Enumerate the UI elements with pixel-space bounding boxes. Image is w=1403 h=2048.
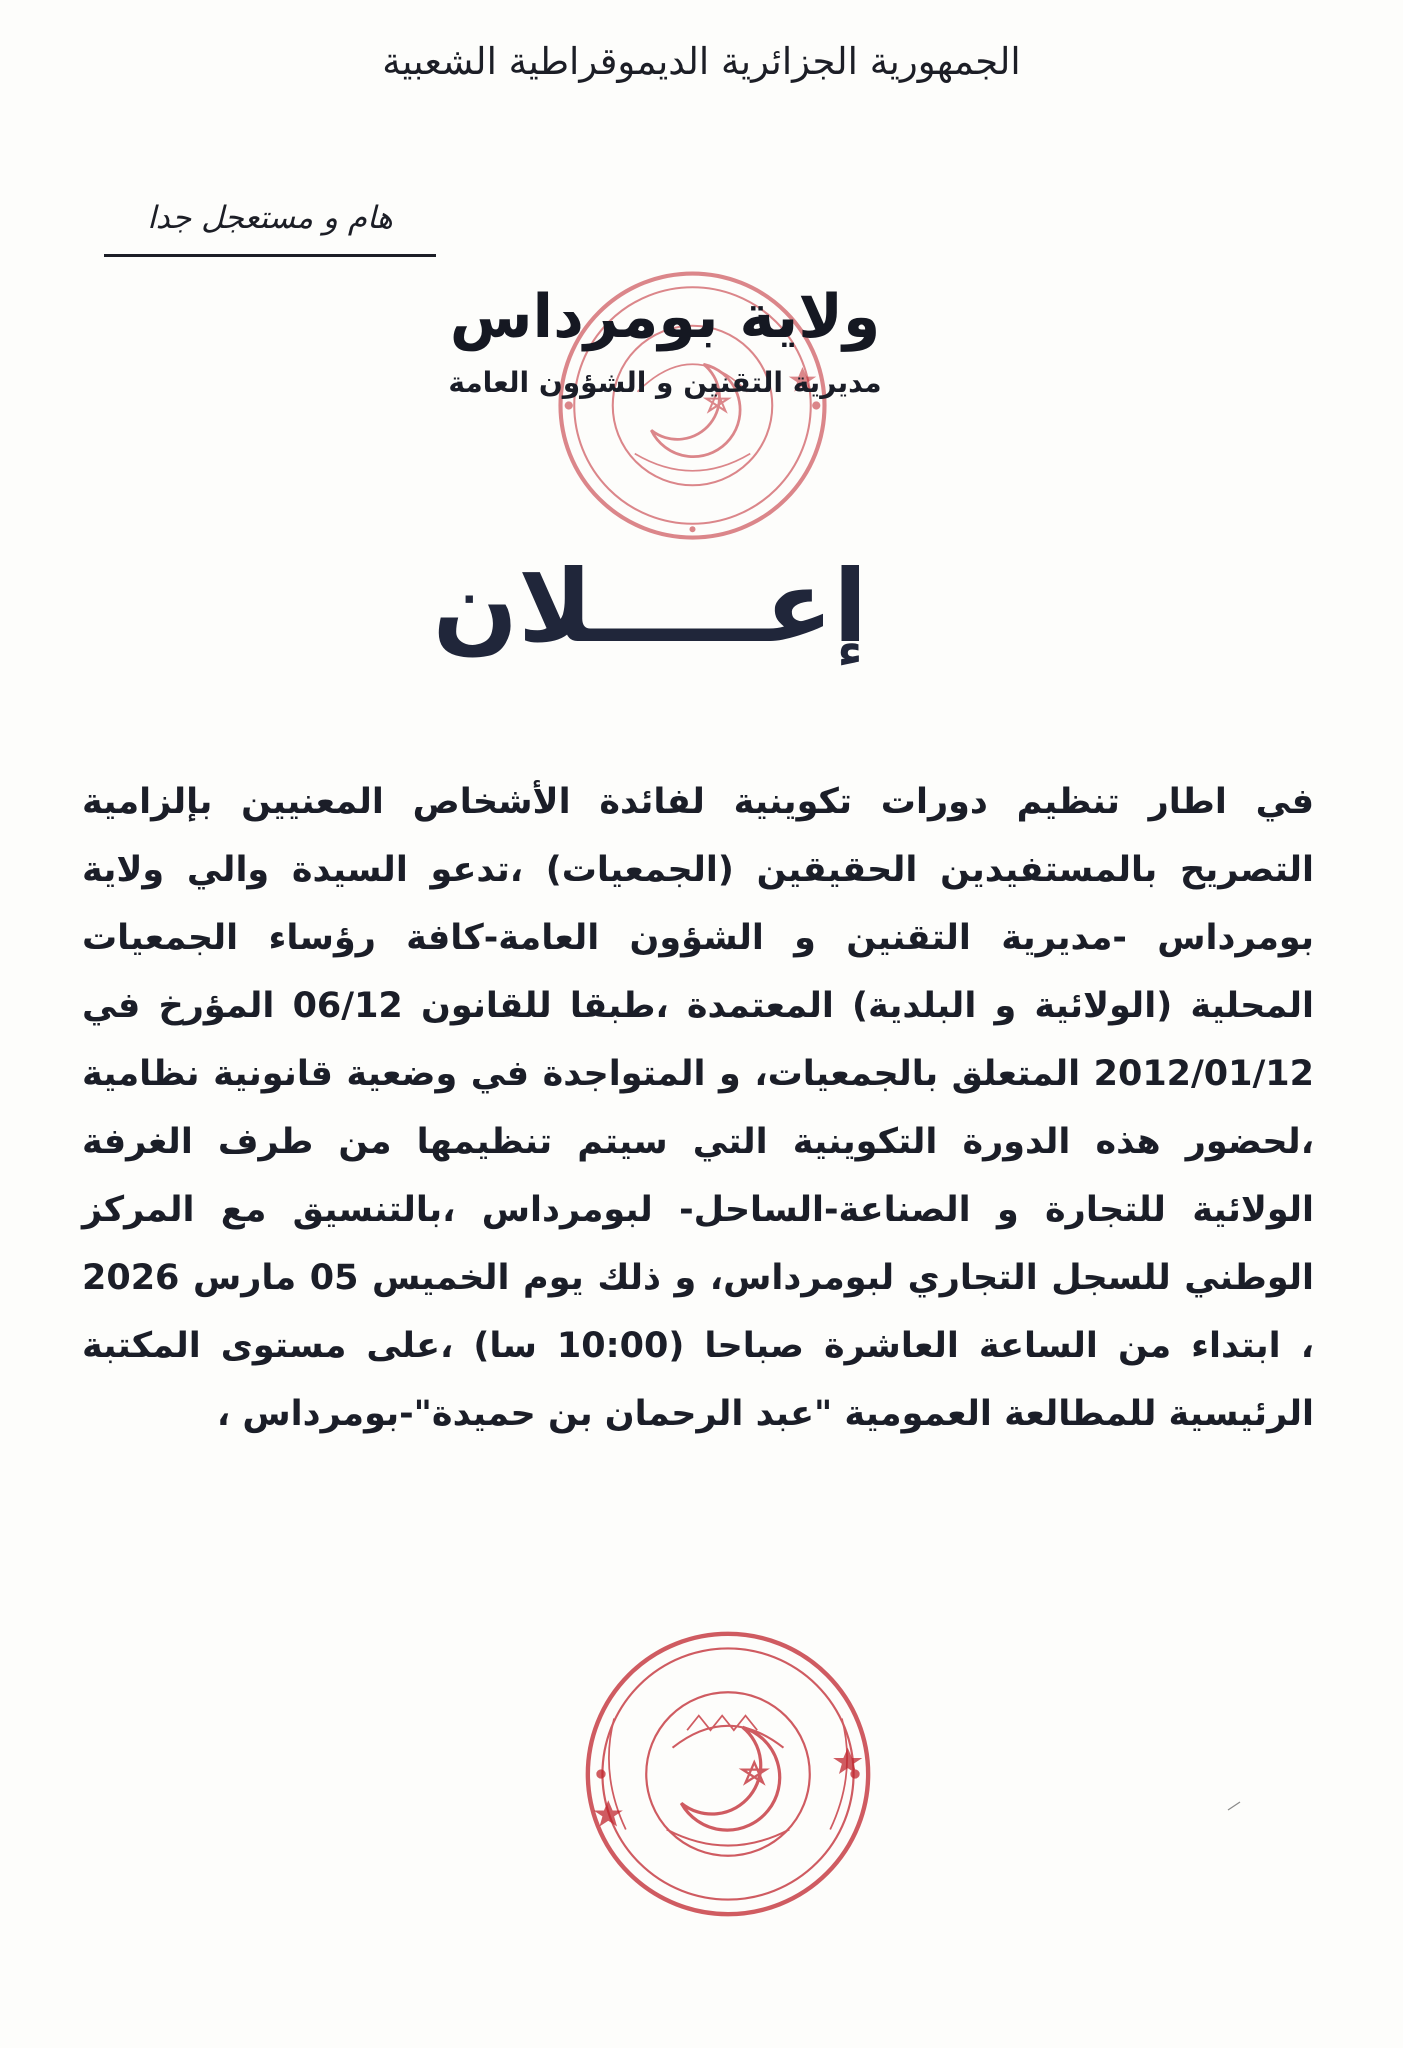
official-seal-bottom (582, 1628, 874, 1920)
paper-mark (1226, 1800, 1242, 1812)
urgency-underline (104, 254, 436, 257)
wilaya-title: ولاية بومرداس (449, 282, 881, 352)
announcement-body: في اطار تنظيم دورات تكوينية لفائدة الأشخاص المعنيين بإلزامية التصريح بالمستفيدين الحقيقين (الجمعيات) ،تدعو السيدة والي ولاية بومرداس -مديرية التقنين و الشؤون العامة-كافة رؤساء الجمعيات المحلية (الولائية و البلدية) المعتمدة ،طبقا للقانون 06/12 المؤرخ في 2012/01/12 المتعلق بالجمعيات، و المتواجدة في وضعية قانونية نظامية ،لحضور هذه الدورة التكوينية التي سيتم تنظيمها من طرف الغرفة الولائية للتجارة و الصناعة-الساحل- لبومرداس ،بالتنسيق مع المركز الوطني للسجل التجاري لبومرداس، و ذلك يوم الخميس 05 مارس 2026 ، ابتداء من الساعة العاشرة صباحا (10:00 سا) ،على مستوى المكتبة الرئيسية للمطالعة العمومية "عبد الرحمان بن حميدة"-بومرداس ، (82, 782, 1314, 1434)
announcement-title: إعـــــلان (432, 548, 868, 665)
directorate-title: مديرية التقنين و الشؤون العامة (448, 366, 882, 399)
urgency-label: هام و مستعجل جدا (147, 200, 393, 236)
republic-header: الجمهورية الجزائرية الديموقراطية الشعبية (382, 40, 1021, 83)
